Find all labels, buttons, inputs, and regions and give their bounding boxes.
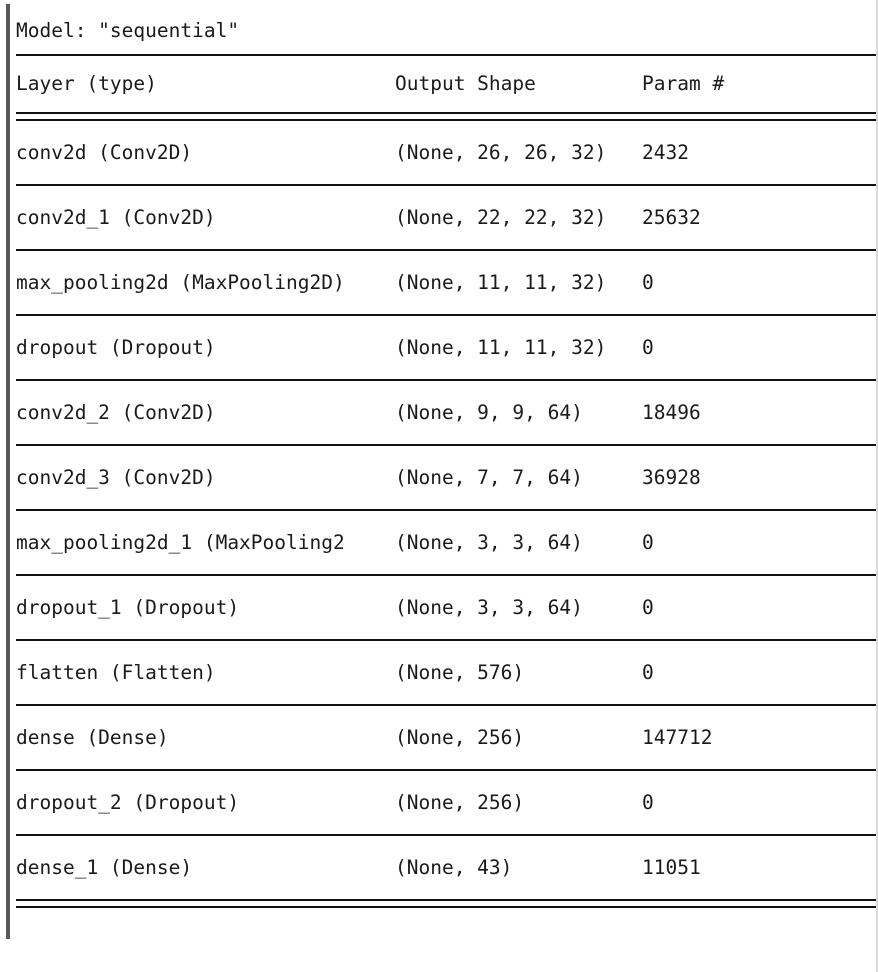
table-row [16,186,876,249]
cell-layer: dropout_1 (Dropout) [16,595,240,619]
model-title: Model: "sequential" [16,19,240,43]
cell-param: 147712 [642,725,713,749]
cell-layer: conv2d_1 (Conv2D) [16,205,216,229]
top-spacer [16,0,876,8]
cell-layer: max_pooling2d_1 (MaxPooling2 [16,530,345,554]
cell-output-shape: (None, 11, 11, 32) [395,270,607,294]
cell-output-shape: (None, 22, 22, 32) [395,205,607,229]
model-title-row [16,8,876,54]
cell-output-shape: (None, 256) [395,790,525,814]
table-row [16,771,876,834]
cell-param: 0 [642,790,654,814]
cell-param: 11051 [642,855,701,879]
cell-output-shape: (None, 576) [395,660,525,684]
divider-double-footer [16,899,876,908]
cell-param: 36928 [642,465,701,489]
table-row [16,641,876,704]
cell-layer: conv2d_2 (Conv2D) [16,400,216,424]
column-header-layer: Layer (type) [16,72,157,96]
column-header-row [16,56,876,112]
table-row [16,446,876,509]
cell-param: 0 [642,595,654,619]
cell-layer: conv2d_3 (Conv2D) [16,465,216,489]
table-row [16,381,876,444]
cell-layer: conv2d (Conv2D) [16,140,193,164]
table-row [16,706,876,769]
column-header-param: Param # [642,72,725,96]
divider-double-header [16,112,876,121]
cell-param: 2432 [642,140,689,164]
cell-param: 25632 [642,205,701,229]
cell-output-shape: (None, 26, 26, 32) [395,140,607,164]
cell-layer: dense (Dense) [16,725,169,749]
cell-param: 0 [642,335,654,359]
column-header-output-shape: Output Shape [395,72,536,96]
cell-output-shape: (None, 11, 11, 32) [395,335,607,359]
cell-output-shape: (None, 7, 7, 64) [395,465,583,489]
cell-output-shape: (None, 43) [395,855,513,879]
table-row [16,576,876,639]
cell-output-shape: (None, 9, 9, 64) [395,400,583,424]
table-row [16,316,876,379]
table-row [16,251,876,314]
table-row [16,511,876,574]
cell-output-shape: (None, 3, 3, 64) [395,530,583,554]
cell-param: 0 [642,530,654,554]
cell-output-shape: (None, 3, 3, 64) [395,595,583,619]
cell-param: 0 [642,660,654,684]
cell-layer: dense_1 (Dense) [16,855,193,879]
table-row [16,121,876,184]
cell-param: 0 [642,270,654,294]
cell-layer: dropout_2 (Dropout) [16,790,240,814]
cell-param: 18496 [642,400,701,424]
cell-output-shape: (None, 256) [395,725,525,749]
cell-layer: dropout (Dropout) [16,335,216,359]
cell-layer: max_pooling2d (MaxPooling2D) [16,270,345,294]
cell-layer: flatten (Flatten) [16,660,216,684]
table-row [16,836,876,899]
